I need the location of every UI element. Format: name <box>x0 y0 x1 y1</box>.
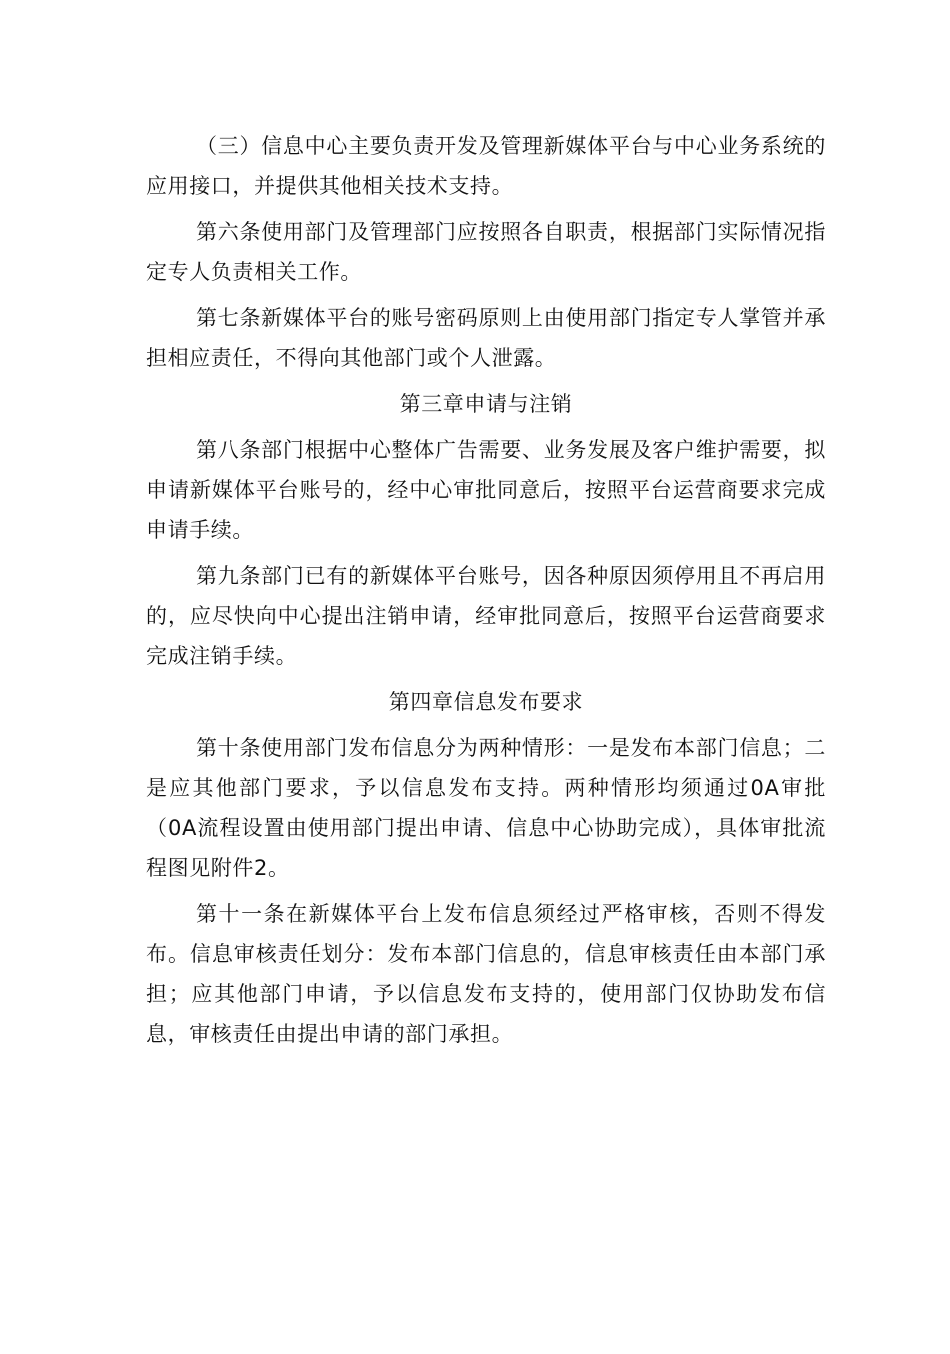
paragraph-article-10: 第十条使用部门发布信息分为两种情形：一是发布本部门信息；二是应其他部门要求，予以信息发布支持。两种情形均须通过0A审批（0A流程设置由使用部门提出申请、信息中心协助完成），具体审批流程图见附件2。 <box>146 736 826 880</box>
paragraph-article-7: 第七条新媒体平台的账号密码原则上由使用部门指定专人掌管并承担相应责任，不得向其他部门或个人泄露。 <box>146 306 826 370</box>
chapter-3-heading: 第三章申请与注销 <box>399 392 573 416</box>
paragraph-article-11: 第十一条在新媒体平台上发布信息须经过严格审核，否则不得发布。信息审核责任划分：发布本部门信息的，信息审核责任由本部门承担；应其他部门申请，予以信息发布支持的，使用部门仅协助发布信息，审核责任由提出申请的部门承担。 <box>146 902 826 1046</box>
paragraph-article-9: 第九条部门已有的新媒体平台账号，因各种原因须停用且不再启用的，应尽快向中心提出注销申请，经审批同意后，按照平台运营商要求完成注销手续。 <box>146 564 826 668</box>
paragraph-article-8: 第八条部门根据中心整体广告需要、业务发展及客户维护需要，拟申请新媒体平台账号的，经中心审批同意后，按照平台运营商要求完成申请手续。 <box>146 438 826 542</box>
chapter-4-heading: 第四章信息发布要求 <box>388 690 584 714</box>
paragraph-info-center-duty: （三）信息中心主要负责开发及管理新媒体平台与中心业务系统的应用接口，并提供其他相关技术支持。 <box>146 134 826 198</box>
paragraph-article-6: 第六条使用部门及管理部门应按照各自职责，根据部门实际情况指定专人负责相关工作。 <box>146 220 826 284</box>
document-body <box>146 126 826 1060</box>
